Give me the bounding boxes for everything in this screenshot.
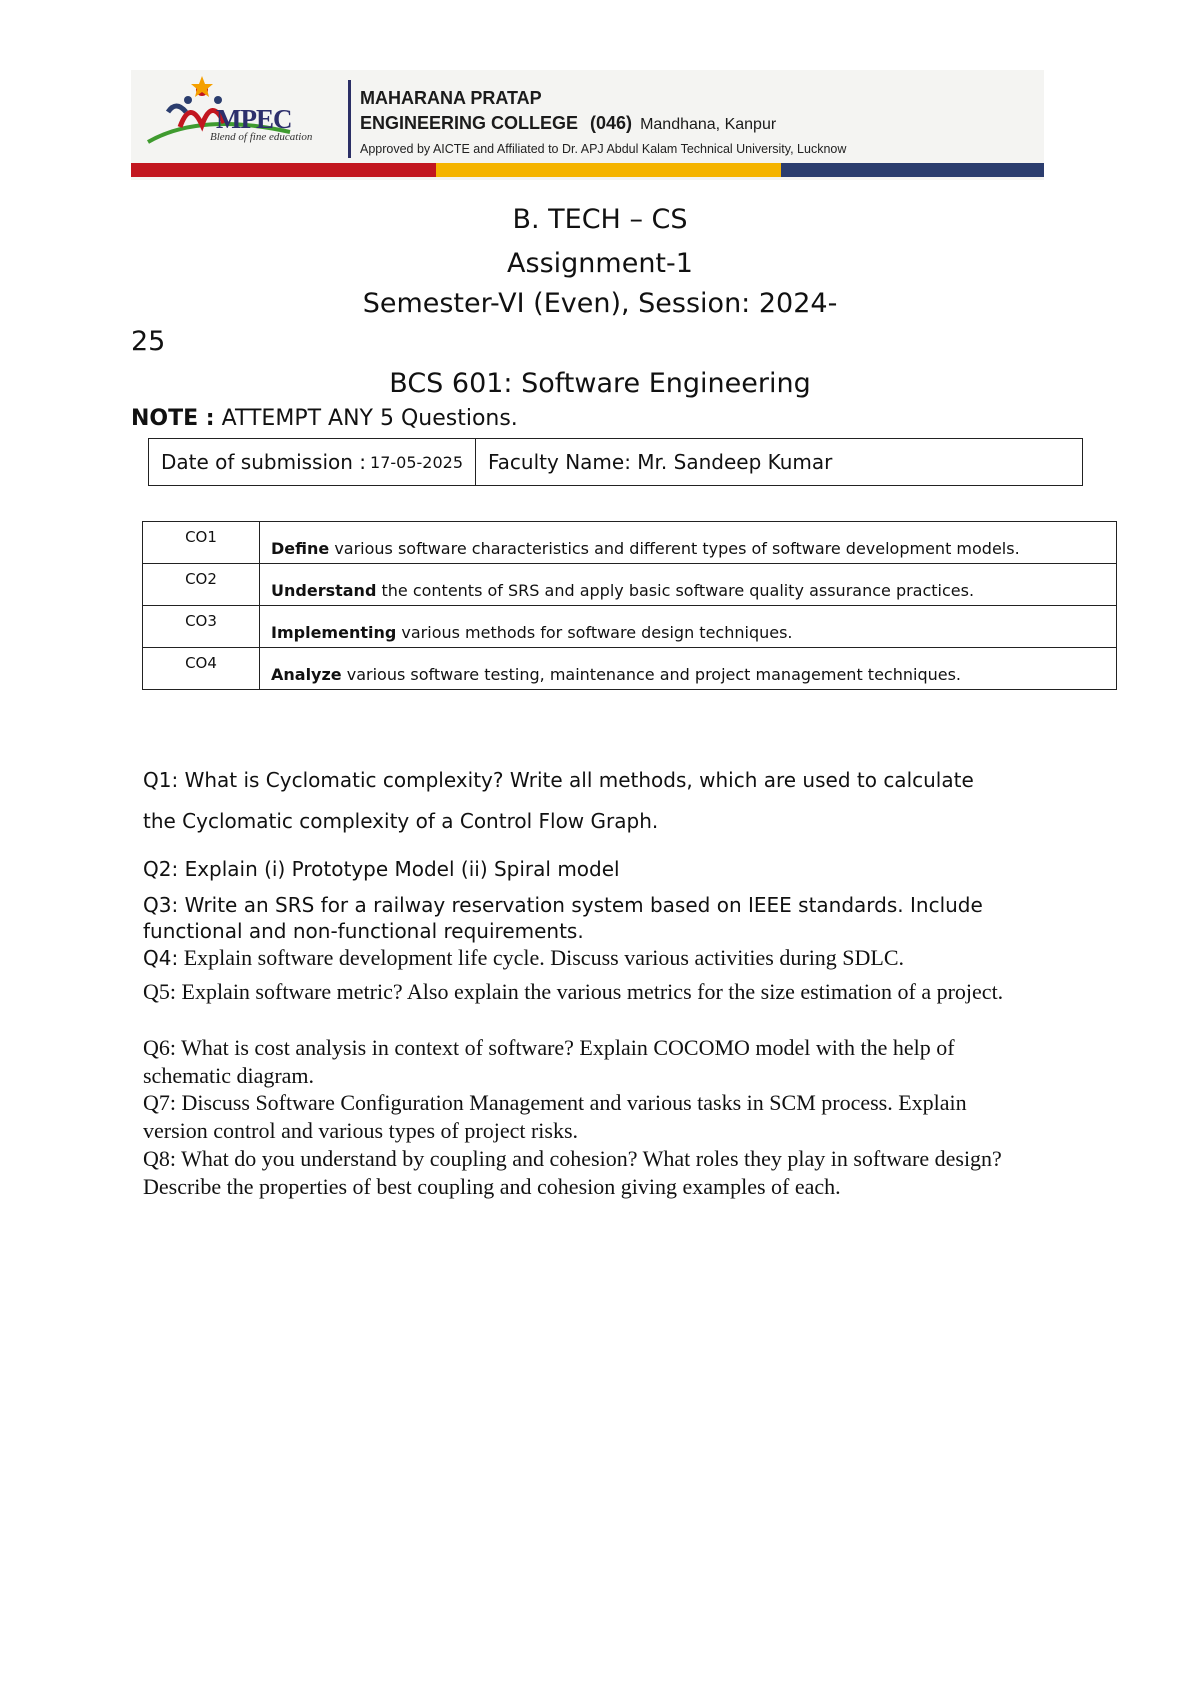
question-3-line1: Q3: Write an SRS for a railway reservation system based on IEEE standards. Include [143,893,983,917]
co-text: various software testing, maintenance and project management techniques. [341,664,962,684]
question-7: Q7: Discuss Software Configuration Management and various tasks in SCM process. Explain version control and various types of project risks. [143,1090,967,1143]
co-text: various software characteristics and different types of software development models. [329,538,1020,558]
co-code: CO2 [143,564,260,606]
faculty-name: Faculty Name: Mr. Sandeep Kumar [488,450,833,474]
table-row [143,522,1117,564]
table-row [143,564,1117,606]
note-label: NOTE : [131,406,215,431]
q2-label: Q2: [143,857,185,881]
q2-text: Explain (i) Prototype Model (ii) Spiral model [184,857,620,881]
co-description [260,648,1117,690]
header-divider [348,80,351,158]
question-3-line2: functional and non-functional requirements. [143,919,584,943]
semester-line-tail: 25 [131,326,166,357]
logo-text: MPEC [216,104,292,134]
co-description [260,606,1117,648]
co-description [260,564,1117,606]
course-outcomes-table [142,521,1117,690]
co-verb: Define [271,538,330,558]
question-1-line1 [143,768,1043,792]
color-bar-red [131,163,436,177]
question-1-line2: the Cyclomatic complexity of a Control Flow Graph. [143,809,659,833]
co-text: the contents of SRS and apply basic software quality assurance practices. [376,580,975,600]
note-text: ATTEMPT ANY 5 Questions. [214,406,518,431]
co-code: CO3 [143,606,260,648]
submission-info-box [148,438,1083,486]
course-title: BCS 601: Software Engineering [389,368,811,399]
co-verb: Understand [271,580,377,600]
q4-text: Explain software development life cycle. Discuss various activities during SDLC. [178,945,905,970]
question-5: Q5: Explain software metric? Also explain the various metrics for the size estimation of a project. [143,979,1004,1004]
submission-date-cell [149,439,476,485]
co-verb: Implementing [271,622,397,642]
question-8: Q8: What do you understand by coupling and cohesion? What roles they play in software design? Describe the properties of best coupling and cohesion giving examples of each. [143,1146,1002,1199]
date-label: Date of submission : [161,450,367,474]
question-2 [143,857,1043,881]
institution-name-line1: MAHARANA PRATAP [360,88,542,108]
co-code: CO1 [143,522,260,564]
co-description [260,522,1117,564]
table-row [143,606,1117,648]
table-row [143,648,1117,690]
co-text: various methods for software design techniques. [396,622,793,642]
institution-name: ENGINEERING COLLEGE [360,113,579,133]
co-code: CO4 [143,648,260,690]
institution-location: Mandhana, Kanpur [640,116,777,133]
q1-text: What is Cyclomatic complexity? Write all methods, which are used to calculate [184,768,974,792]
color-bar-yellow [436,163,781,177]
logo-tagline: Blend of fine education [210,131,313,143]
institution-name-line2 [360,113,776,134]
program-title: B. TECH – CS [512,204,688,235]
question-6: Q6: What is cost analysis in context of software? Explain COCOMO model with the help of schematic diagram. [143,1035,955,1088]
date-value: 17-05-2025 [370,452,464,472]
semester-line: Semester-VI (Even), Session: 2024- [362,288,838,319]
approval-line: Approved by AICTE and Affiliated to Dr. APJ Abdul Kalam Technical University, Lucknow [360,142,847,156]
institution-code: (046) [590,113,633,133]
color-bar-navy [781,163,1044,177]
assignment-title: Assignment-1 [507,248,693,279]
q1-label: Q1: [143,768,185,792]
question-4 [143,944,1043,972]
q4-label: Q4: [143,946,179,970]
note [131,406,518,431]
co-verb: Analyze [271,664,342,684]
